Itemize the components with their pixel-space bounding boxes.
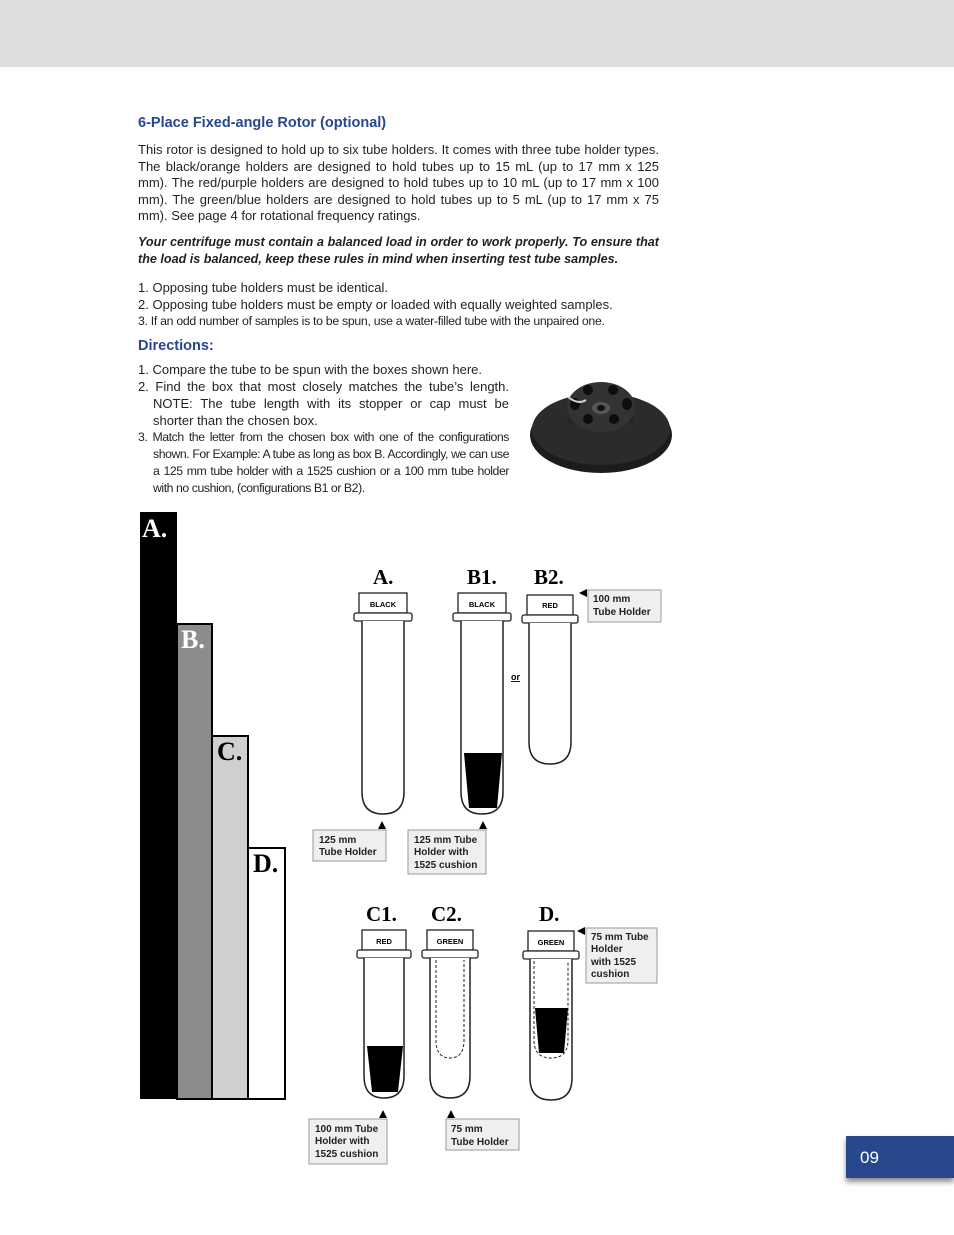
tube-b2-cap-label: RED — [542, 601, 558, 610]
box-b — [177, 624, 212, 1099]
tube-d-cap-label: GREEN — [537, 938, 565, 947]
tube-c1 — [357, 930, 411, 1098]
callout-line: Tube Holder — [593, 607, 651, 618]
callout-arrow — [447, 1110, 455, 1118]
box-a — [140, 512, 177, 1099]
tube-b1-cap-label: BLACK — [468, 600, 496, 609]
rule-item: 3. If an odd number of samples is to be spun, use a water-filled tube with the unpaired one. — [138, 314, 605, 328]
callout-arrow — [579, 589, 587, 597]
callout-line: with 1525 — [591, 957, 637, 968]
callout-line: 1525 cushion — [414, 860, 478, 871]
box-d-label: D. — [253, 849, 279, 878]
tube-d — [523, 931, 579, 1100]
or-label: or — [511, 672, 520, 682]
rule-item: 1. Opposing tube holders must be identical. — [138, 280, 389, 295]
config-c1-letter: C1. — [366, 902, 397, 926]
box-c — [212, 736, 248, 1099]
intro-paragraph: This rotor is designed to hold up to six tube holders. It comes with three tube holder types. The black/orange holders are designed to hold tubes up to 15 mL (up to 17 mm x 125 mm). The red/purple holders are designed to hold tubes up to 10 mL (up to 17 mm x 100 mm). The green/blue holders are designed to hold tubes up to 5 mL (up to 17 mm x 75 mm). See page 4 for rotational frequency ratings. — [138, 142, 659, 224]
tube-a-cap-label: BLACK — [369, 600, 397, 609]
callout-line: cushion — [591, 969, 630, 980]
direction-item: 1. Compare the tube to be spun with the boxes shown here. — [138, 362, 482, 377]
balance-warning: Your centrifuge must contain a balanced load in order to work properly. To ensure that the load is balanced, keep these rules in mind when inserting test tube samples. — [138, 235, 659, 266]
tube-b1 — [453, 593, 511, 814]
direction-item: 3. Match the letter from the chosen box with one of the configurations shown. For Example: A tube as long as box B. Accordingly, we can use a 125 mm tube holder with a 1525 cushion or a 100 mm tube holder with no cushion, (configurations B1 or B2). — [138, 430, 509, 495]
callout-line: Holder with — [315, 1136, 370, 1147]
callout-line: 75 mm Tube — [591, 932, 649, 943]
callout-line: 100 mm — [593, 594, 631, 605]
callout-line: Tube Holder — [319, 847, 377, 858]
callout-line: 1525 cushion — [315, 1149, 379, 1160]
callout-line: Holder — [591, 944, 623, 955]
config-c2-letter: C2. — [431, 902, 462, 926]
rule-item: 2. Opposing tube holders must be empty or loaded with equally weighted samples. — [138, 297, 613, 312]
tube-c2-cap-label: GREEN — [436, 937, 464, 946]
callout-line: Holder with — [414, 847, 469, 858]
callout-arrow — [577, 927, 585, 935]
callout-line: 125 mm — [319, 835, 357, 846]
page-number-tab — [846, 1136, 954, 1178]
box-a-label: A. — [142, 514, 168, 543]
box-b-label: B. — [181, 625, 205, 654]
directions-title: Directions: — [138, 338, 214, 354]
tube-c2 — [422, 930, 478, 1098]
callout-line: 100 mm Tube — [315, 1124, 379, 1135]
callout-line: Tube Holder — [451, 1137, 509, 1148]
config-d-letter: D. — [539, 902, 560, 926]
callout-line: 125 mm Tube — [414, 835, 478, 846]
config-b2-letter: B2. — [534, 565, 564, 589]
tube-c1-cap-label: RED — [376, 937, 392, 946]
box-c-label: C. — [217, 737, 243, 766]
callout-arrow — [378, 821, 386, 829]
tube-a — [354, 593, 412, 814]
box-d — [248, 848, 285, 1099]
config-a-letter: A. — [373, 565, 394, 589]
direction-item: 2. Find the box that most closely matches the tube’s length. NOTE: The tube length with its stopper or cap must be shorter than the chosen box. — [138, 379, 509, 428]
page-number: 09 — [860, 1148, 879, 1167]
callout-arrow — [479, 821, 487, 829]
callout-arrow — [379, 1110, 387, 1118]
section-title: 6-Place Fixed-angle Rotor (optional) — [138, 115, 387, 131]
config-b1-letter: B1. — [467, 565, 497, 589]
callout-line: 75 mm — [451, 1124, 483, 1135]
tube-b2 — [522, 595, 578, 764]
